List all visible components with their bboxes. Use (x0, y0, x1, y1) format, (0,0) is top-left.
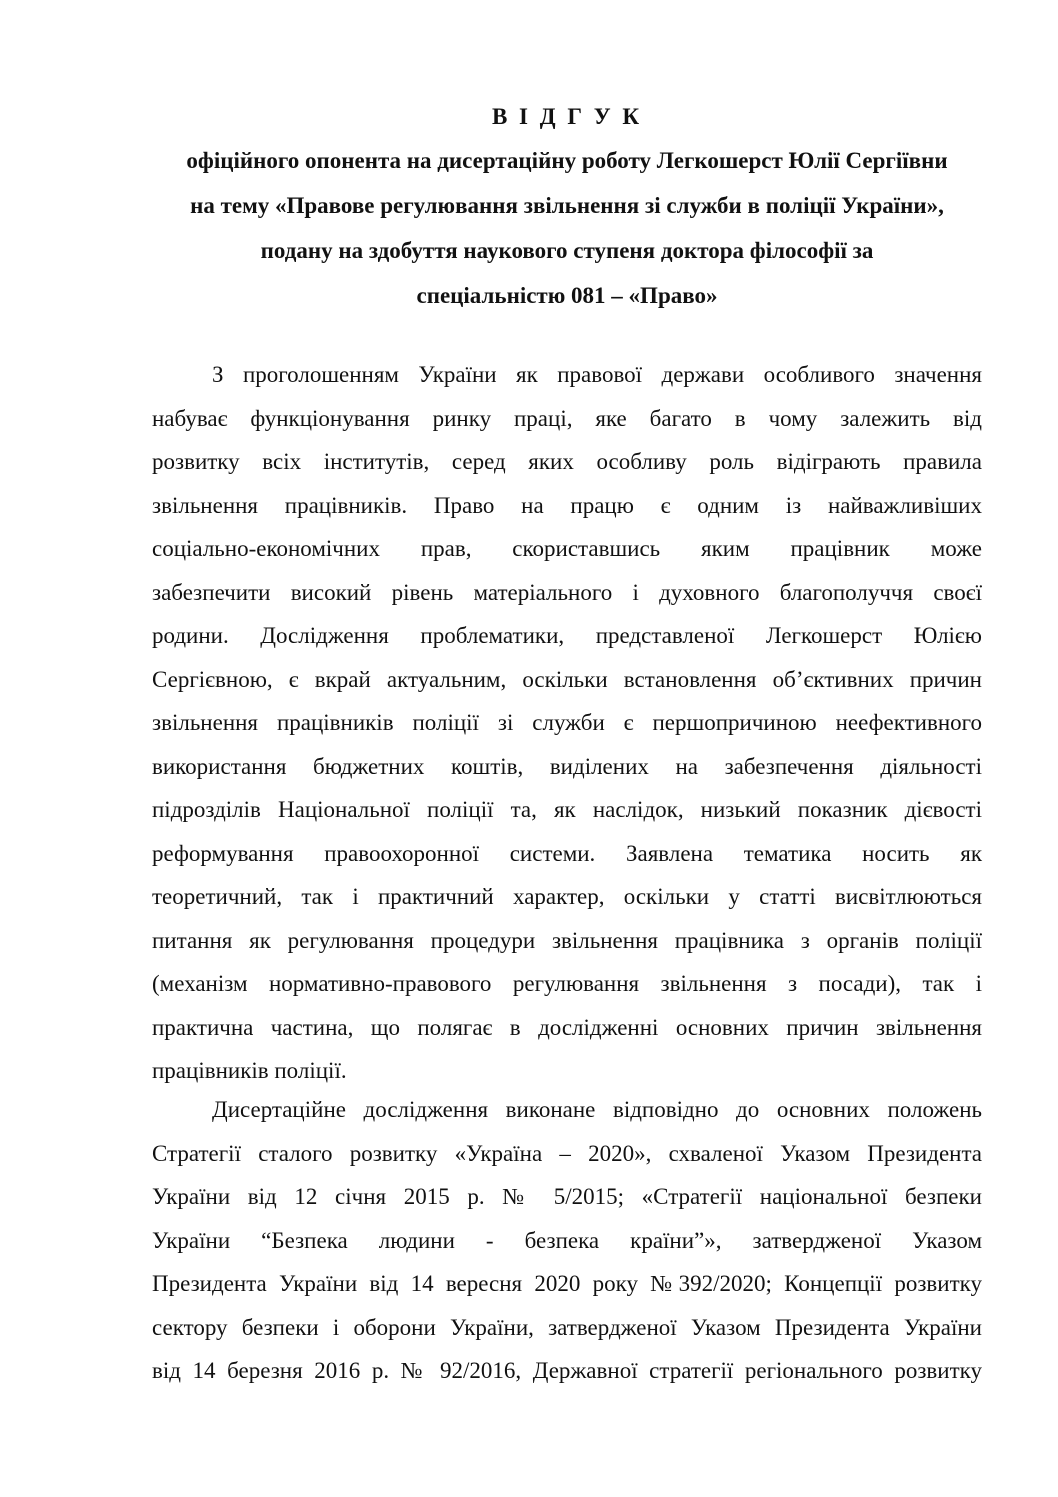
paragraph-line: звільнення працівників поліції зі служби є першопричиною неефективного (152, 710, 982, 735)
paragraph-line: України від 12 січня 2015 р. № 5/2015; «Стратегії національної безпеки (152, 1184, 982, 1209)
document-title: В І Д Г У К (491, 104, 643, 129)
paragraph-line: від 14 березня 2016 р. № 92/2016, Державної стратегії регіонального розвитку (152, 1358, 982, 1383)
paragraph-line: сектору безпеки і оборони України, затвердженої Указом Президента України (152, 1314, 982, 1340)
paragraph-line: З проголошенням України як правової держави особливого значення (212, 362, 982, 387)
paragraph-line: розвитку всіх інститутів, серед яких особливу роль відіграють правила (152, 449, 982, 474)
paragraph-line: теоретичний, так і практичний характер, оскільки у статті висвітлюються (152, 884, 982, 909)
paragraph-line: звільнення працівників. Право на працю є одним із найважливіших (152, 492, 982, 518)
subtitle-line: подану на здобуття наукового ступеня доктора філософії за (260, 238, 874, 263)
paragraph-line: набуває функціонування ринку праці, яке багато в чому залежить від (152, 405, 982, 431)
paragraph-line: Президента України від 14 вересня 2020 року №392/2020; Концепції розвитку (152, 1271, 982, 1296)
paragraph-line: працівників поліції. (152, 1058, 347, 1083)
paragraph-line: (механізм нормативно-правового регулювання звільнення з посади), так і (152, 971, 982, 996)
document-subtitle (0, 138, 1058, 318)
paragraph-line: Стратегії сталого розвитку «Україна – 2020», схваленої Указом Президента (152, 1140, 982, 1166)
subtitle-line: на тему «Правове регулювання звільнення зі служби в поліції України», (190, 193, 944, 218)
paragraph-line: забезпечити високий рівень матеріального і духовного благополуччя своєї (152, 579, 982, 605)
paragraph-line: практична частина, що полягає в дослідженні основних причин звільнення (152, 1014, 982, 1040)
paragraph-line: використання бюджетних коштів, виділених на забезпечення діяльності (152, 753, 982, 779)
subtitle-line: офіційного опонента на дисертаційну роботу Легкошерст Юлії Сергіївни (186, 148, 948, 173)
paragraph-1 (152, 353, 982, 1093)
paragraph-line: питання як регулювання процедури звільнення працівника з органів поліції (152, 927, 982, 953)
paragraph-line: соціально-економічних прав, скориставшись яким працівник може (152, 536, 982, 561)
paragraph-line: підрозділів Національної поліції та, як наслідок, низький показник дієвості (152, 797, 982, 822)
paragraph-line: Дисертаційне дослідження виконане відповідно до основних положень (212, 1097, 982, 1122)
subtitle-line: спеціальністю 081 – «Право» (416, 283, 718, 308)
paragraph-line: Сергієвною, є вкрай актуальним, оскільки встановлення об’єктивних причин (152, 666, 982, 692)
paragraph-line: родини. Дослідження проблематики, представленої Легкошерст Юлією (152, 623, 982, 648)
paragraph-line: реформування правоохоронної системи. Заявлена тематика носить як (152, 840, 982, 866)
paragraph-2 (152, 1088, 982, 1393)
paragraph-line: України “Безпека людини - безпека країни”», затвердженої Указом (152, 1227, 982, 1253)
